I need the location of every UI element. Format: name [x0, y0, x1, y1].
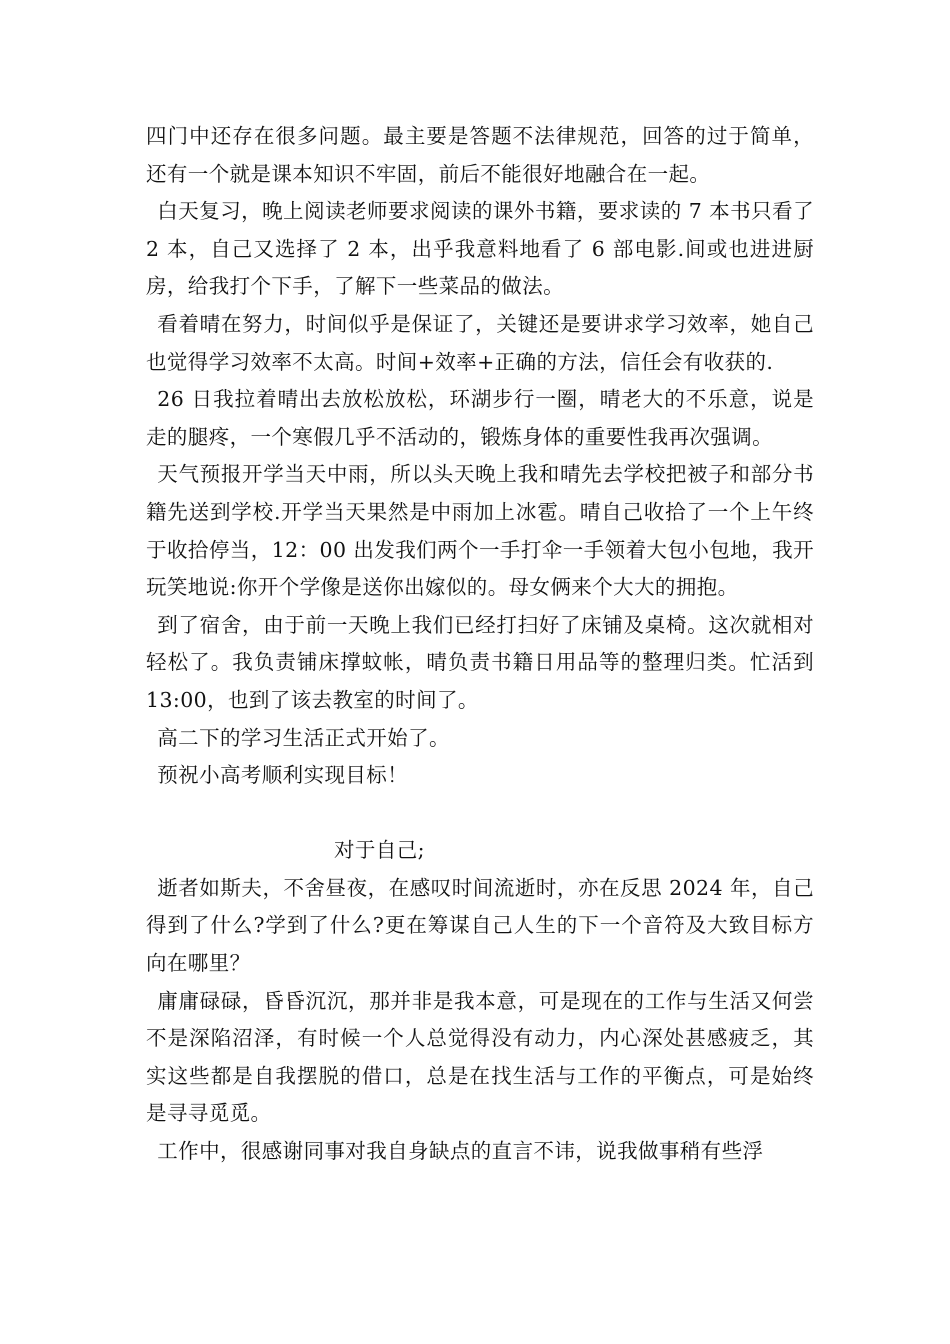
paragraph-8: 预祝小高考顺利实现目标！ — [157, 763, 409, 788]
blank-line — [146, 795, 814, 833]
paragraph-9: 逝者如斯夫，不舍昼夜，在感叹时间流逝时，亦在反思 2024 年，自己得到了什么?学到了什么?更在筹谋自己人生的下一个音符及大致目标方向在哪里？ — [146, 875, 814, 976]
document-body — [146, 118, 814, 1171]
paragraph-3: 看着晴在努力，时间似乎是保证了，关键还是要讲求学习效率，她自己也觉得学习效率不太高。时间+效率+正确的方法，信任会有收获的. — [146, 311, 814, 374]
paragraph-10: 庸庸碌碌，昏昏沉沉，那并非是我本意，可是现在的工作与生活又何尝不是深陷沼泽，有时候一个人总觉得没有动力，内心深处甚感疲乏，其实这些都是自我摆脱的借口，总是在找生活与工作的平衡点，可是始终是寻寻觅觅。 — [146, 988, 814, 1126]
paragraph-2: 白天复习，晚上阅读老师要求阅读的课外书籍，要求读的 7 本书只看了 2 本，自己又选择了 2 本，出乎我意料地看了 6 部电影.间或也进进厨房，给我打个下手，了解下一些菜品的做法。 — [146, 199, 814, 299]
section-heading: 对于自己; — [334, 838, 425, 863]
paragraph-11: 工作中，很感谢同事对我自身缺点的直言不讳，说我做事稍有些浮 — [157, 1139, 764, 1164]
paragraph-7: 高二下的学习生活正式开始了。 — [157, 725, 450, 750]
paragraph-1: 四门中还存在很多问题。最主要是答题不法律规范，回答的过于简单，还有一个就是课本知识不牢固，前后不能很好地融合在一起。 — [146, 124, 814, 186]
paragraph-6: 到了宿舍，由于前一天晚上我们已经打扫好了床铺及桌椅。这次就相对轻松了。我负责铺床撑蚊帐，晴负责书籍日用品等的整理归类。忙活到 13:00，也到了该去教室的时间了。 — [146, 612, 814, 712]
paragraph-4: 26 日我拉着晴出去放松放松，环湖步行一圈，晴老大的不乐意，说是走的腿疼，一个寒假几乎不活动的，锻炼身体的重要性我再次强调。 — [146, 387, 814, 449]
paragraph-5: 天气预报开学当天中雨，所以头天晚上我和晴先去学校把被子和部分书籍先送到学校.开学当天果然是中雨加上冰雹。晴自己收拾了一个上午终于收拾停当，12：00 出发我们两个一手打伞一手领着大包小包地，我开玩笑地说:你开个学像是送你出嫁似的。母女俩来个大大的拥抱。 — [146, 462, 814, 600]
